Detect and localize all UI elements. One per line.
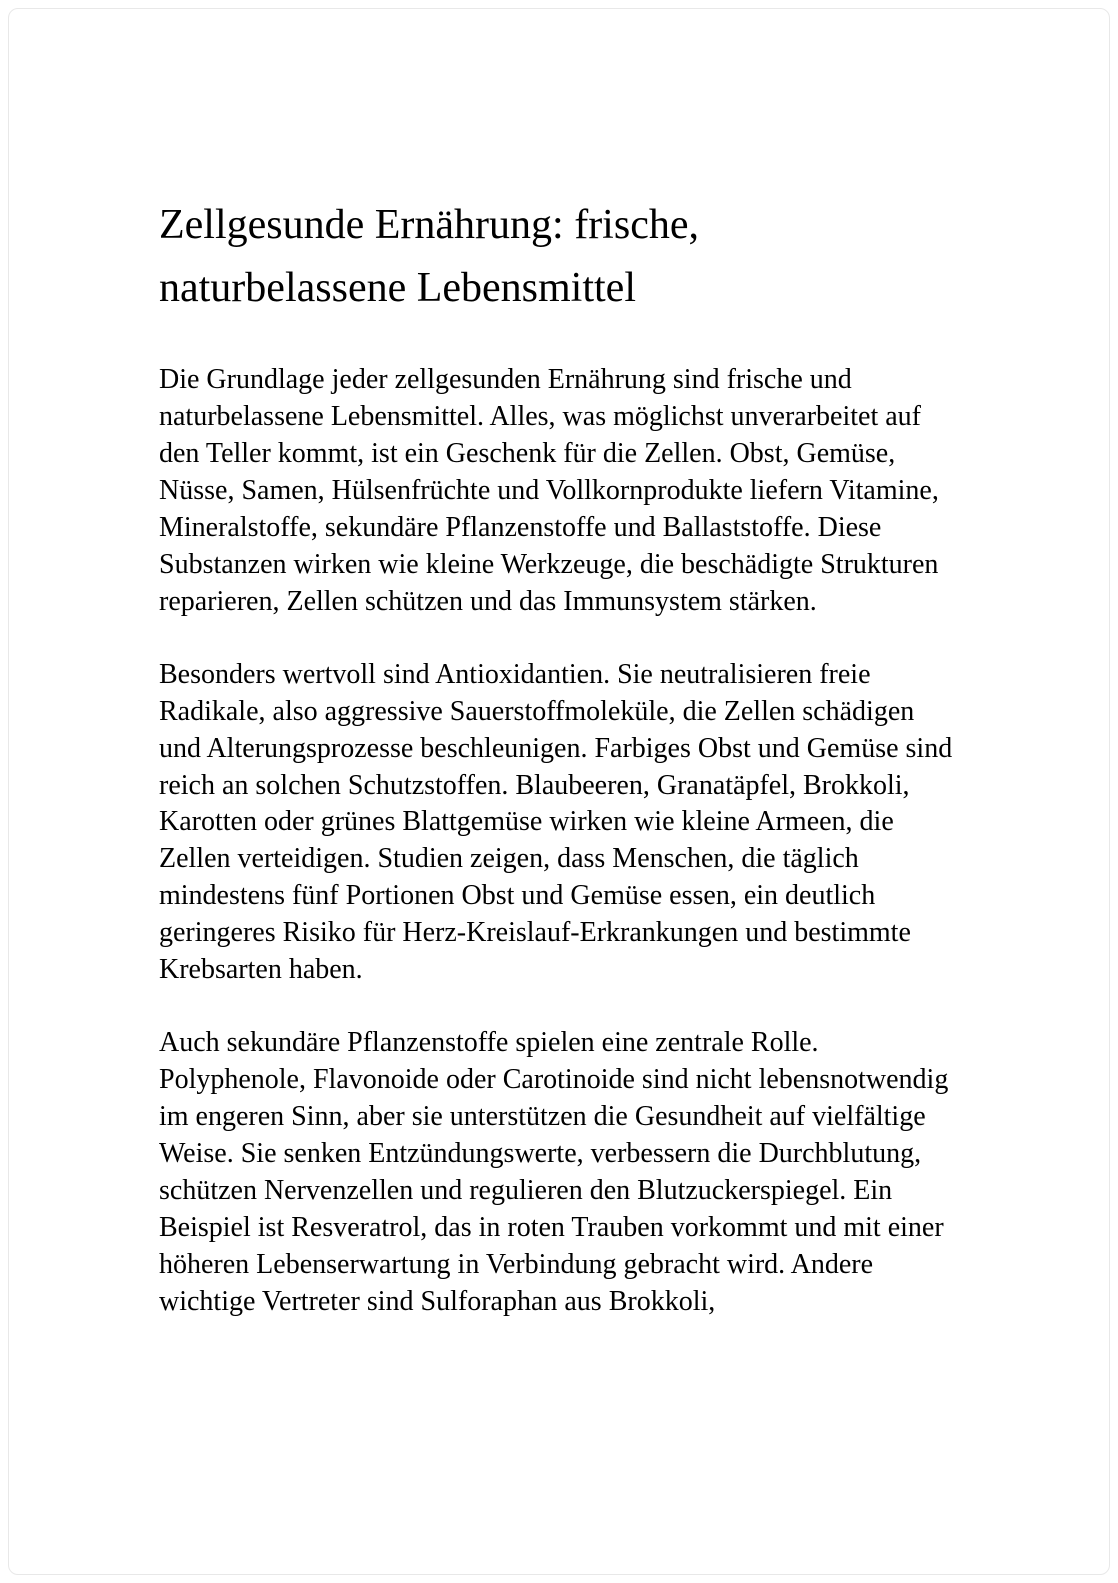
document-page [8,8,1110,1575]
paragraph-intro: Die Grundlage jeder zellgesunden Ernährung sind frische und naturbelassene Lebensmittel. Alles, was möglichst unverarbeitet auf den Teller kommt, ist ein Geschenk für die Zellen. Obst, Gemüse, Nüsse, Samen, Hülsenfrüchte und Vollkornprodukte liefern Vitamine, Mineralstoffe, sekundäre Pflanzenstoffe und Ballaststoffe. Diese Substanzen wirken wie kleine Werkzeuge, die beschädigte Strukturen reparieren, Zellen schützen und das Immunsystem stärken. [159,364,939,617]
paragraph-secondary-plant-compounds: Auch sekundäre Pflanzenstoffe spielen eine zentrale Rolle. Polyphenole, Flavonoide oder Carotinoide sind nicht lebensnotwendig im engeren Sinn, aber sie unterstützen die Gesundheit auf vielfältige Weise. Sie senken Entzündungswerte, verbessern die Durchblutung, schützen Nervenzellen und regulieren den Blutzuckerspiegel. Ein Beispiel ist Resveratrol, das in roten Trauben vorkommt und mit einer höheren Lebenserwartung in Verbindung gebracht wird. Andere wichtige Vertreter sind Sulforaphan aus Brokkoli, [159,1027,949,1317]
paragraph-antioxidants: Besonders wertvoll sind Antioxidantien. Sie neutralisieren freie Radikale, also aggressive Sauerstoffmoleküle, die Zellen schädigen und Alterungsprozesse beschleunigen. Farbiges Obst und Gemüse sind reich an solchen Schutzstoffen. Blaubeeren, Granatäpfel, Brokkoli, Karotten oder grünes Blattgemüse wirken wie kleine Armeen, die Zellen verteidigen. Studien zeigen, dass Menschen, die täglich mindestens fünf Portionen Obst und Gemüse essen, ein deutlich geringeres Risiko für Herz-Kreislauf-Erkrankungen und bestimmte Krebsarten haben. [159,658,953,986]
document-title: Zellgesunde Ernährung: frische, naturbelassene Lebensmittel [159,202,699,311]
